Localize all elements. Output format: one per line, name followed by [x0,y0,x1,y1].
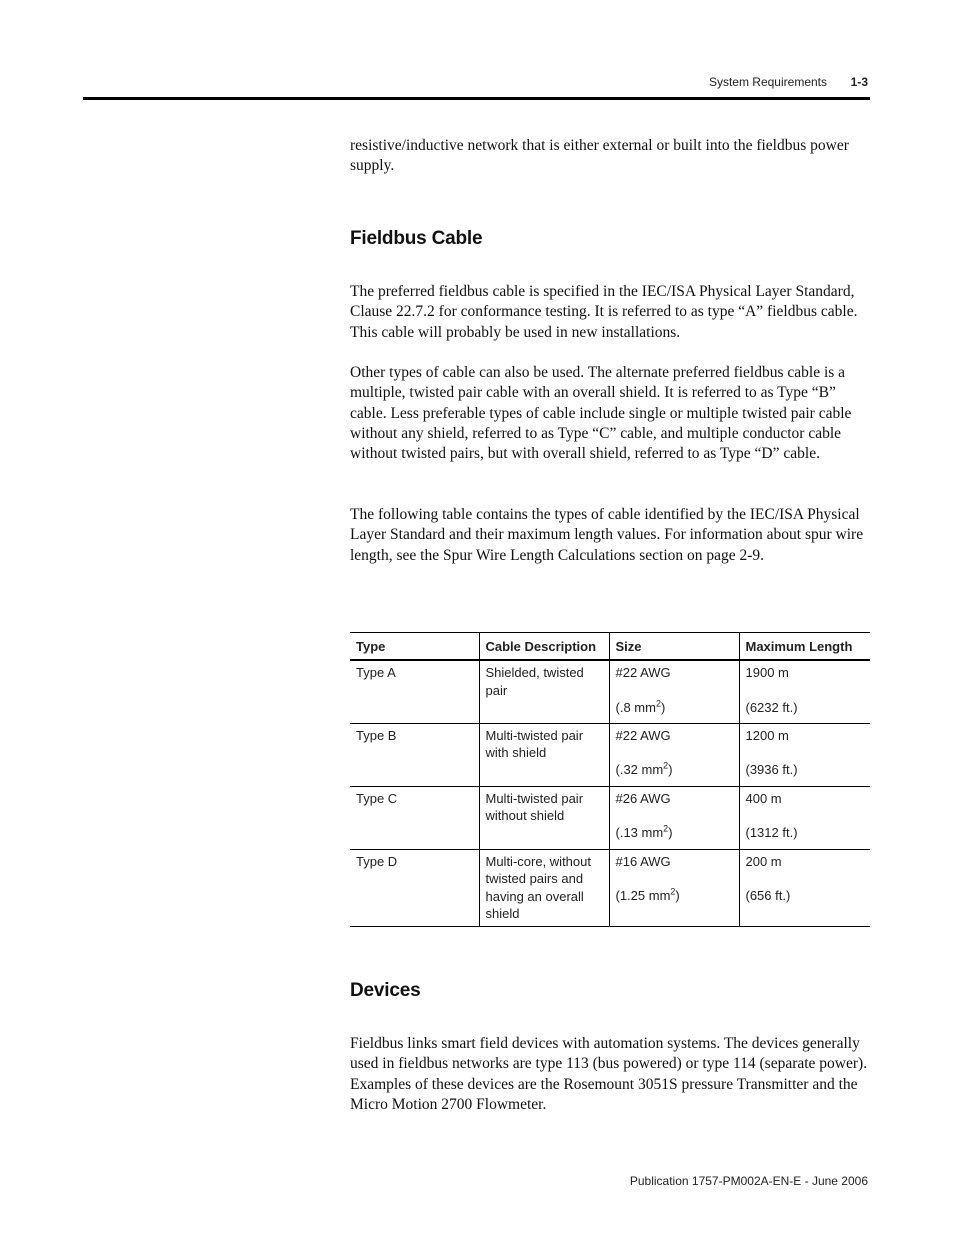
size-awg: #16 AWG [615,853,671,869]
column-header-cable-description: Cable Description [479,633,609,661]
intro-block [350,136,870,177]
size-area-superscript: 2 [670,886,676,897]
size-area: (.13 mm [615,825,664,840]
body-paragraph: Fieldbus links smart field devices with automation systems. The devices generally used in fieldbus networks are type 113 (bus powered) or type 114 (separate power). Examples of these devices are the Rosemount 3051S pressure Transmitter and the Micro Motion 2700 Flowmeter. [350,1035,868,1113]
body-paragraph: Other types of cable can also be used. The alternate preferred fieldbus cable is a multiple, twisted pair cable with an overall shield. It is referred to as Type “B” cable. Less preferable types of cable include single or multiple twisted pair cable without any shield, referred to as Type “C” cable, and multiple conductor cable without twisted pairs, but with overall shield, referred to as Type “D” cable. [350,364,852,463]
body-paragraph: The preferred fieldbus cable is specified in the IEC/ISA Physical Layer Standard, Clause 22.7.2 for conformance testing. It is referred to as type “A” fieldbus cable. This cable will probably be used in new installations. [350,283,858,341]
size-area-superscript: 2 [663,823,669,834]
body-paragraph: The following table contains the types of cable identified by the IEC/ISA Physical Layer Standard and their maximum length values. For information about spur wire length, see the Spur Wire Length Calculations section on page 2-9. [350,506,864,564]
cell-size [609,786,739,849]
length-meters: 1900 m [745,665,789,680]
cell-type: Type A [350,660,479,723]
fieldbus-paragraph-3-block [350,505,870,566]
cell-max-length [739,660,870,723]
cell-size [609,660,739,723]
length-feet: (1312 ft.) [745,825,798,840]
devices-heading-block [350,980,870,1002]
cell-description: Shielded, twisted pair [479,660,609,723]
cell-max-length [739,849,870,926]
column-header-maximum-length: Maximum Length [739,633,870,661]
devices-paragraph-block [350,1034,870,1115]
running-header [0,73,954,93]
length-feet: (6232 ft.) [745,699,798,715]
table-row [350,786,870,849]
size-area: (.32 mm [615,762,664,777]
length-feet: (3936 ft.) [745,762,798,777]
cell-size [609,723,739,786]
size-awg: #26 AWG [615,790,671,806]
cell-description: Multi-core, without twisted pairs and having an overall shield [479,849,609,926]
size-area-superscript: 2 [663,760,669,771]
size-area-close: ) [675,888,680,903]
header-section-title: System Requirements [708,75,827,89]
size-area-close: ) [668,762,673,777]
cell-size [609,849,739,926]
header-rule [83,97,870,100]
column-header-size: Size [609,633,739,661]
section-heading-fieldbus-cable: Fieldbus Cable [350,228,483,249]
table-row [350,660,870,723]
size-awg: #22 AWG [615,665,671,680]
fieldbus-cable-heading-block [350,228,870,250]
cable-types-table [350,632,870,927]
intro-paragraph: resistive/inductive network that is either external or built into the fieldbus power supply. [350,137,849,175]
size-area: (1.25 mm [615,888,671,903]
size-area-superscript: 2 [655,698,661,709]
fieldbus-paragraph-2-block [350,363,870,464]
length-meters: 200 m [745,853,782,869]
table-row [350,723,870,786]
size-area-close: ) [660,699,666,715]
cell-type: Type D [350,849,479,926]
length-meters: 1200 m [745,727,789,743]
size-awg: #22 AWG [615,727,671,743]
section-heading-devices: Devices [350,980,421,1001]
cell-type: Type B [350,723,479,786]
table-row [350,849,870,926]
length-feet: (656 ft.) [745,888,791,903]
cell-max-length [739,723,870,786]
publication-footer: Publication 1757-PM002A-EN-E - June 2006 [629,1174,868,1188]
size-area: (.8 mm [615,699,656,715]
cell-description: Multi-twisted pair without shield [479,786,609,849]
length-meters: 400 m [745,790,782,806]
header-page-number: 1-3 [850,75,868,89]
cell-type: Type C [350,786,479,849]
cell-max-length [739,786,870,849]
size-area-close: ) [668,825,673,840]
column-header-type: Type [350,633,479,661]
cell-description: Multi-twisted pair with shield [479,723,609,786]
fieldbus-paragraph-1-block [350,282,870,343]
table-header-row [350,633,870,661]
